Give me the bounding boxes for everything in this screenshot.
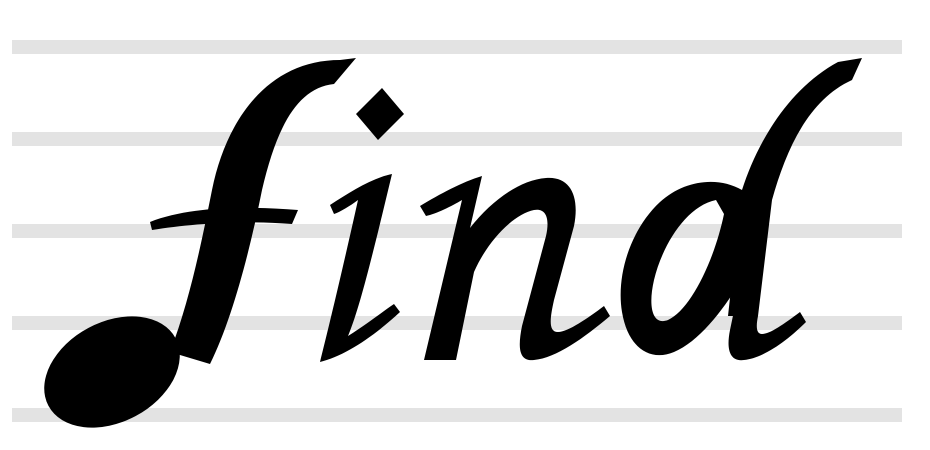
wordmark-glyphs (25, 58, 862, 450)
d-bowl (621, 182, 806, 360)
d-ascender (728, 58, 862, 316)
staff-line (12, 40, 902, 54)
i-stroke (320, 174, 400, 362)
n-stroke (420, 176, 610, 360)
staff-line (12, 408, 902, 422)
